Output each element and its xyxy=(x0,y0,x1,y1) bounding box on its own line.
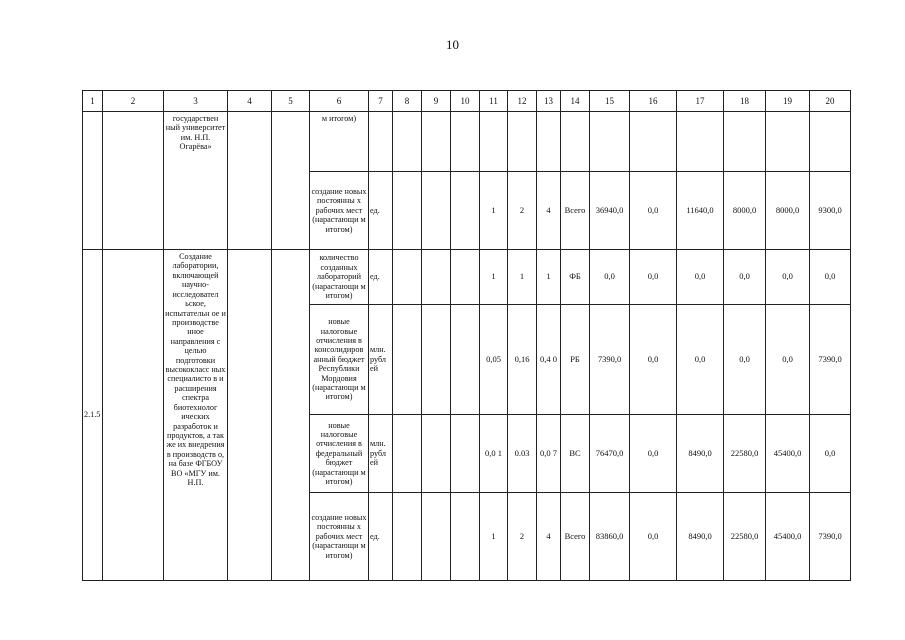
header-cell: 9 xyxy=(422,91,451,112)
source-cell: ВС xyxy=(561,415,590,493)
indicator-cell: количество созданных лабораторий (нарастающи м итогом) xyxy=(310,250,369,305)
blank-cell xyxy=(810,112,851,172)
blank-cell xyxy=(537,112,561,172)
blank-cell xyxy=(393,305,422,415)
blank-cell xyxy=(103,250,164,581)
indicator-cell: новые налоговые отчисления в консолидиров анный бюджет Республики Мордовия (нарастающи м итогом) xyxy=(310,305,369,415)
blank-cell xyxy=(508,112,537,172)
program-table xyxy=(82,90,851,581)
value-cell: 0.03 xyxy=(508,415,537,493)
blank-cell xyxy=(451,415,480,493)
blank-cell xyxy=(422,415,451,493)
blank-cell xyxy=(422,112,451,172)
blank-cell xyxy=(630,112,677,172)
header-cell: 4 xyxy=(228,91,272,112)
value-cell: 0,0 xyxy=(810,250,851,305)
blank-cell xyxy=(677,112,724,172)
value-cell: 7390,0 xyxy=(810,493,851,581)
indicator-cell: создание новых постоянны х рабочих мест (нарастающи м итогом) xyxy=(310,172,369,250)
value-cell: 0,0 xyxy=(630,172,677,250)
blank-cell xyxy=(272,250,310,581)
value-cell: 1 xyxy=(537,250,561,305)
header-cell: 8 xyxy=(393,91,422,112)
description-cell: Создание лаборатории, включающей научно- исследовател ьское, испытательн ое и производстве нное направления с целью подготовки высококласс ных специалисто в и расширения спектра биотехнолог ических разработок и продуктов, а так же их внедрения в производств о, на базе ФГБОУ ВО «МГУ им. Н.П. xyxy=(164,250,228,581)
value-cell: 8490,0 xyxy=(677,415,724,493)
value-cell: 0,0 1 xyxy=(480,415,508,493)
indicator-cell: создание новых постоянны х рабочих мест (нарастающи м итогом) xyxy=(310,493,369,581)
blank-cell xyxy=(393,493,422,581)
value-cell: 22580,0 xyxy=(724,493,766,581)
value-cell: 2 xyxy=(508,172,537,250)
table-row xyxy=(83,112,851,172)
unit-cell: млн. рубл ей xyxy=(369,415,393,493)
value-cell: 7390,0 xyxy=(810,305,851,415)
value-cell: 4 xyxy=(537,172,561,250)
value-cell: 9300,0 xyxy=(810,172,851,250)
header-cell: 1 xyxy=(83,91,103,112)
code-cell xyxy=(83,112,103,250)
blank-cell xyxy=(422,305,451,415)
value-cell: 22580,0 xyxy=(724,415,766,493)
value-cell: 1 xyxy=(480,493,508,581)
source-cell: Всего xyxy=(561,493,590,581)
value-cell: 0,4 0 xyxy=(537,305,561,415)
header-cell: 14 xyxy=(561,91,590,112)
value-cell: 0,0 xyxy=(724,305,766,415)
value-cell: 0,0 xyxy=(766,250,810,305)
value-cell: 1 xyxy=(508,250,537,305)
blank-cell xyxy=(393,172,422,250)
source-cell: Всего xyxy=(561,172,590,250)
blank-cell xyxy=(272,112,310,250)
value-cell: 0,05 xyxy=(480,305,508,415)
value-cell: 0,0 xyxy=(677,250,724,305)
blank-cell xyxy=(451,305,480,415)
value-cell: 0,16 xyxy=(508,305,537,415)
page-number: 10 xyxy=(446,37,459,52)
source-cell: РБ xyxy=(561,305,590,415)
value-cell: 4 xyxy=(537,493,561,581)
code-cell: 2.1.5 xyxy=(83,250,103,581)
blank-cell xyxy=(228,112,272,250)
source-cell: ФБ xyxy=(561,250,590,305)
header-cell: 18 xyxy=(724,91,766,112)
header-cell: 10 xyxy=(451,91,480,112)
blank-cell xyxy=(451,250,480,305)
value-cell: 11640,0 xyxy=(677,172,724,250)
blank-cell xyxy=(451,493,480,581)
blank-cell xyxy=(480,112,508,172)
blank-cell xyxy=(393,415,422,493)
value-cell: 45400,0 xyxy=(766,415,810,493)
blank-cell xyxy=(393,250,422,305)
header-cell: 19 xyxy=(766,91,810,112)
header-cell: 12 xyxy=(508,91,537,112)
blank-cell xyxy=(369,112,393,172)
value-cell: 0,0 xyxy=(590,250,630,305)
blank-cell xyxy=(451,112,480,172)
header-row xyxy=(83,91,851,112)
value-cell: 1 xyxy=(480,172,508,250)
value-cell: 0,0 7 xyxy=(537,415,561,493)
value-cell: 8000,0 xyxy=(766,172,810,250)
header-cell: 13 xyxy=(537,91,561,112)
blank-cell xyxy=(451,172,480,250)
header-cell: 17 xyxy=(677,91,724,112)
blank-cell xyxy=(422,493,451,581)
header-cell: 11 xyxy=(480,91,508,112)
header-cell: 3 xyxy=(164,91,228,112)
blank-cell xyxy=(561,112,590,172)
header-cell: 15 xyxy=(590,91,630,112)
header-cell: 2 xyxy=(103,91,164,112)
value-cell: 76470,0 xyxy=(590,415,630,493)
organization-cell: государствен ный университет им. Н.П. Огарёва» xyxy=(164,112,228,250)
header-cell: 6 xyxy=(310,91,369,112)
value-cell: 1 xyxy=(480,250,508,305)
header-cell: 7 xyxy=(369,91,393,112)
value-cell: 45400,0 xyxy=(766,493,810,581)
value-cell: 36940,0 xyxy=(590,172,630,250)
blank-cell xyxy=(590,112,630,172)
value-cell: 0,0 xyxy=(677,305,724,415)
value-cell: 2 xyxy=(508,493,537,581)
unit-cell: ед. xyxy=(369,493,393,581)
blank-cell xyxy=(766,112,810,172)
header-cell: 16 xyxy=(630,91,677,112)
unit-cell: ед. xyxy=(369,250,393,305)
header-cell: 5 xyxy=(272,91,310,112)
value-cell: 8000,0 xyxy=(724,172,766,250)
blank-cell xyxy=(724,112,766,172)
value-cell: 7390,0 xyxy=(590,305,630,415)
header-cell: 20 xyxy=(810,91,851,112)
blank-cell xyxy=(422,172,451,250)
blank-cell xyxy=(228,250,272,581)
blank-cell xyxy=(103,112,164,250)
indicator-cell: новые налоговые отчисления в федеральный бюджет (нарастающи м итогом) xyxy=(310,415,369,493)
value-cell: 0,0 xyxy=(630,250,677,305)
value-cell: 0,0 xyxy=(630,415,677,493)
unit-cell: ед. xyxy=(369,172,393,250)
blank-cell xyxy=(393,112,422,172)
value-cell: 0,0 xyxy=(630,305,677,415)
value-cell: 83860,0 xyxy=(590,493,630,581)
value-cell: 0,0 xyxy=(630,493,677,581)
value-cell: 8490,0 xyxy=(677,493,724,581)
indicator-cell: м итогом) xyxy=(310,112,369,172)
value-cell: 0,0 xyxy=(724,250,766,305)
blank-cell xyxy=(422,250,451,305)
table-row xyxy=(83,250,851,305)
unit-cell: млн. рубл ей xyxy=(369,305,393,415)
value-cell: 0,0 xyxy=(766,305,810,415)
value-cell: 0,0 xyxy=(810,415,851,493)
